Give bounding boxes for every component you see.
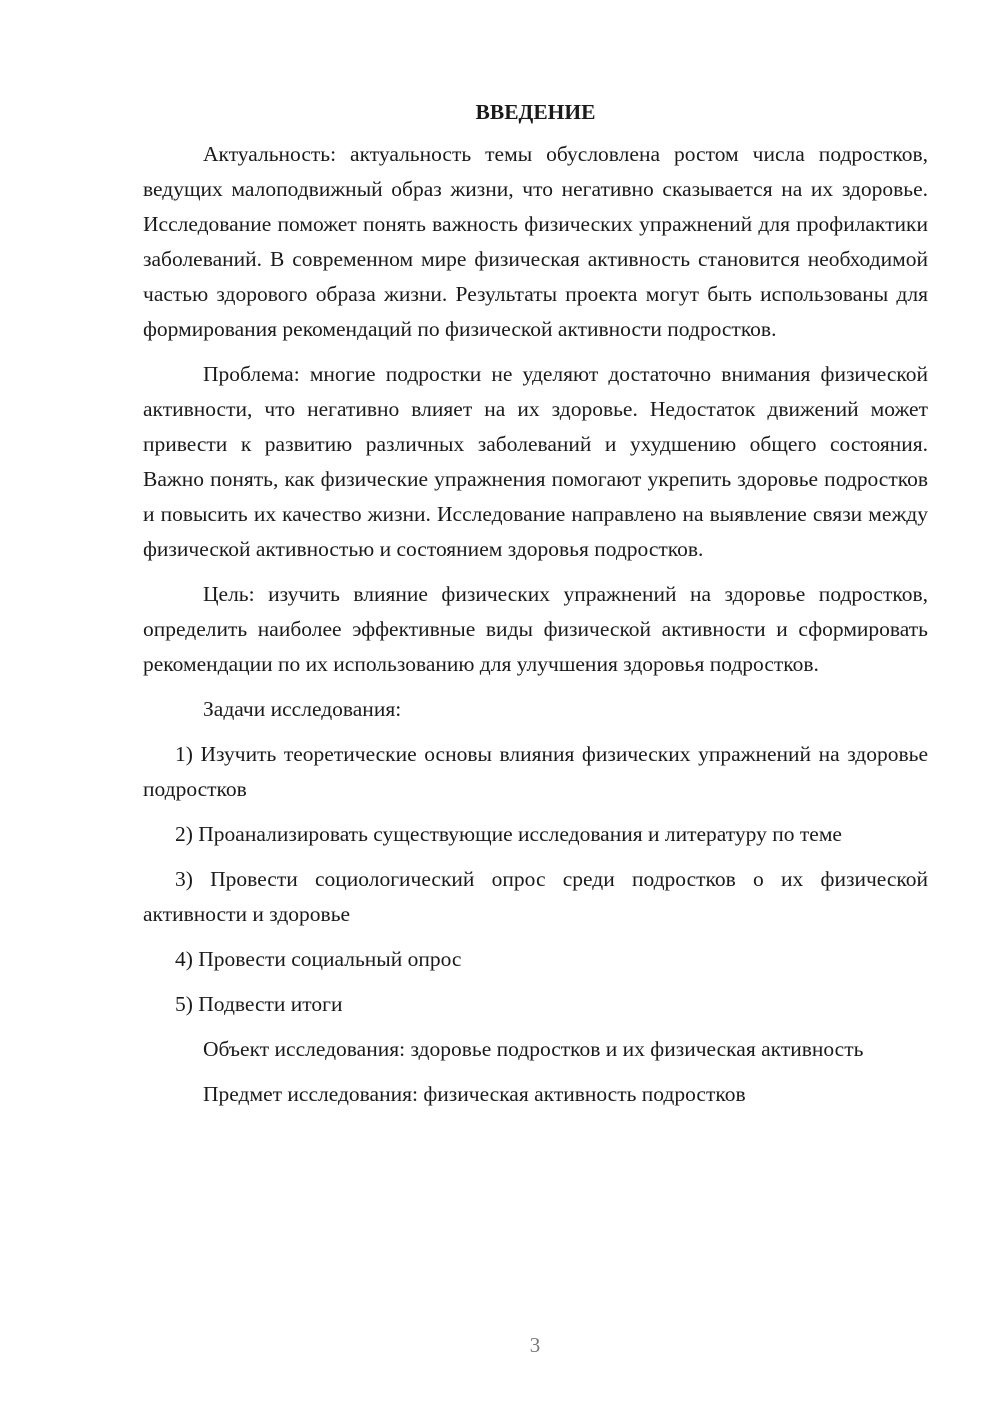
task-item-3: 3) Провести социологический опрос среди подростков о их физической активности и здоровье	[143, 867, 928, 926]
subject-paragraph: Предмет исследования: физическая активность подростков	[203, 1082, 746, 1106]
task-item-4: 4) Провести социальный опрос	[175, 947, 462, 971]
task-item-2: 2) Проанализировать существующие исследования и литературу по теме	[175, 822, 842, 846]
page-title: ВВЕДЕНИЕ	[475, 100, 596, 124]
task-item-5: 5) Подвести итоги	[175, 992, 343, 1016]
relevance-paragraph: Актуальность: актуальность темы обусловлена ростом числа подростков, ведущих малоподвижный образ жизни, что негативно сказывается на их здоровье. Исследование поможет понять важность физических упражнений для профилактики заболеваний. В современном мире физическая активность становится необходимой частью здорового образа жизни. Результаты проекта могут быть использованы для формирования рекомендаций по физической активности подростков.	[143, 142, 928, 341]
page-number: 3	[529, 1333, 541, 1357]
goal-paragraph: Цель: изучить влияние физических упражнений на здоровье подростков, определить наиболее эффективные виды физической активности и сформировать рекомендации по их использованию для улучшения здоровья подростков.	[143, 582, 928, 676]
tasks-heading: Задачи исследования:	[203, 697, 402, 721]
problem-paragraph: Проблема: многие подростки не уделяют достаточно внимания физической активности, что негативно влияет на их здоровье. Недостаток движений может привести к развитию различных заболеваний и ухудшению общего состояния. Важно понять, как физические упражнения помогают укрепить здоровье подростков и повысить их качество жизни. Исследование направлено на выявление связи между физической активностью и состоянием здоровья подростков.	[143, 362, 928, 561]
task-item-1: 1) Изучить теоретические основы влияния физических упражнений на здоровье подростков	[143, 742, 928, 801]
object-paragraph: Объект исследования: здоровье подростков и их физическая активность	[203, 1037, 864, 1061]
page-content	[143, 97, 928, 1122]
